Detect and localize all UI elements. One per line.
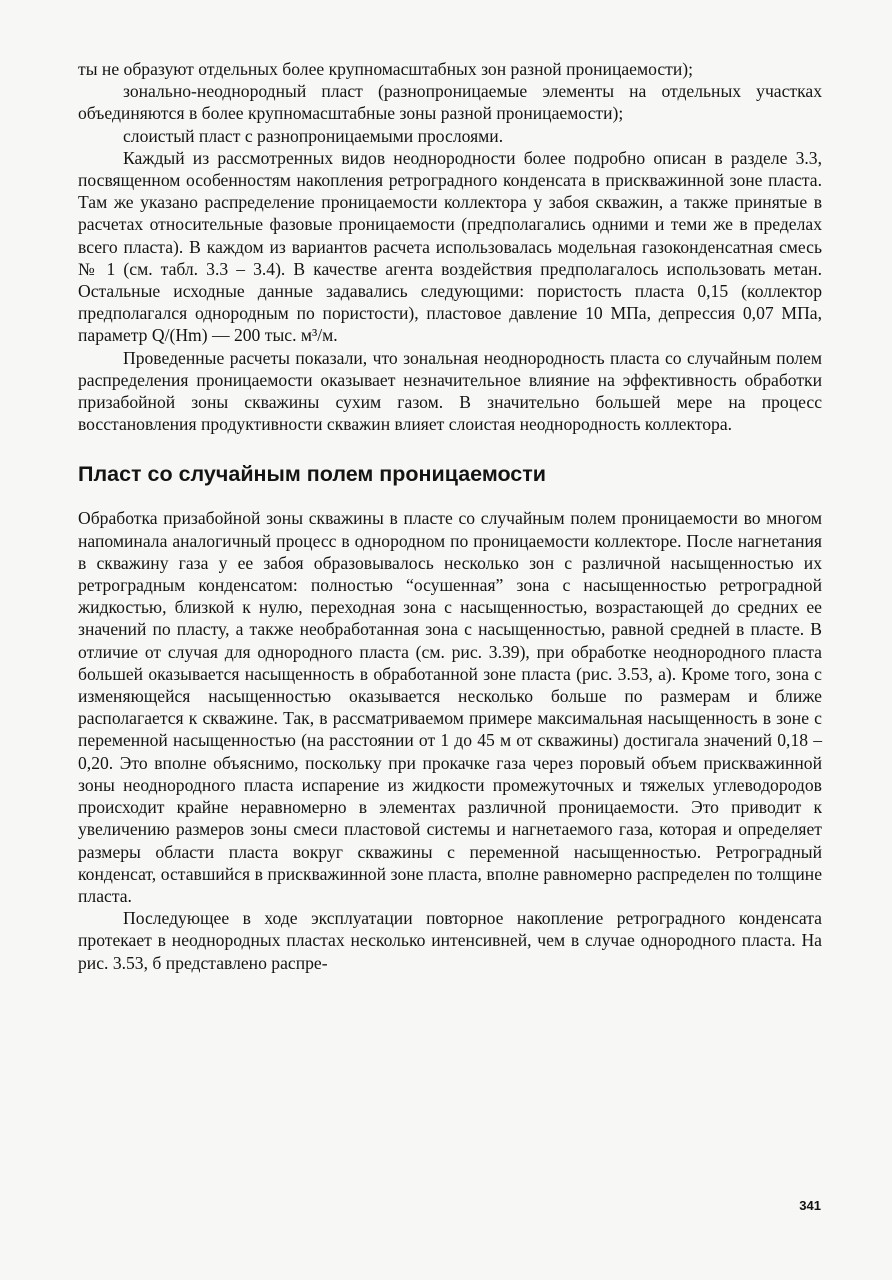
paragraph-random-field-treatment: Обработка призабойной зоны скважины в пласте со случайным полем проницаемости во многом напоминала аналогичный процесс в однородном по проницаемости коллекторе. После нагнетания в скважину газа у ее забоя образовывалось несколько зон с различной насыщенностью их ретроградным конденсатом: полностью “осушенная” зона с насыщенностью ретроградной жидкостью, близкой к нулю, переходная зона с насыщенностью, возрастающей до средних ее значений по пласту, а также необработанная зона с насыщенностью, равной средней в пласте. В отличие от случая для однородного пласта (см. рис. 3.39), при обработке неоднородного пласта большей оказывается насыщенность в обработанной зоне пласта (рис. 3.53, а). Кроме того, зона с изменяющейся насыщенностью оказывается несколько больше по размерам и ближе располагается к скважине. Так, в рассматриваемом примере максимальная насыщенность в зоне с переменной насыщенностью (на расстоянии от 1 до 45 м от скважины) достигала значений 0,18 – 0,20. Это вполне объяснимо, поскольку при прокачке газа через поровый объем прискважинной зоны неоднородного пласта испарение из жидкости промежуточных и тяжелых углеводородов происходит крайне неравномерно в элементах различной проницаемости. Это приводит к увеличению размеров зоны смеси пластовой системы и нагнетаемого газа, которая и определяет размеры области пласта вокруг скважины с переменной насыщенностью. Ретроградный конденсат, оставшийся в прискважинной зоне пласта, вполне равномерно распределен по толщине пласта. [78,508,822,906]
paragraph-repeated-accumulation: Последующее в ходе эксплуатации повторное накопление ретроградного конденсата протекает в неоднородных пластах несколько интенсивней, чем в случае однородного пласта. На рис. 3.53, б представлено распре- [78,908,822,973]
section-heading: Пласт со случайным полем проницаемости [78,462,547,487]
paragraph-calculation-results: Проведенные расчеты показали, что зональная неоднородность пласта со случайным полем распределения проницаемости оказывает незначительное влияние на эффективность обработки призабойной зоны скважины сухим газом. В значительно большей мере на процесс восстановления продуктивности скважин влияет слоистая неоднородность коллектора. [78,347,822,435]
paragraph-layered-layer: слоистый пласт с разнопроницаемыми прослоями. [123,125,504,146]
page-body [78,58,822,974]
paragraph-zonal-layer: зонально-неоднородный пласт (разнопроницаемые элементы на отдельных участках объединяются в более крупномасштабные зоны разной проницаемости); [78,81,822,124]
page-number: 341 [799,1198,821,1213]
paragraph-heterogeneity-description: Каждый из рассмотренных видов неоднородности более подробно описан в разделе 3.3, посвященном особенностям накопления ретроградного конденсата в прискважинной зоне пласта. Там же указано распределение проницаемости коллектора у забоя скважин, а также принятые в расчетах относительные фазовые проницаемости (предполагались одними и теми же в пределах всего пласта). В каждом из вариантов расчета использовалась модельная газоконденсатная смесь № 1 (см. табл. 3.3 – 3.4). В качестве агента воздействия предполагалось использовать метан. Остальные исходные данные задавались следующими: пористость пласта 0,15 (коллектор предполагался однородным по пористости), пластовое давление 10 МПа, депрессия 0,07 МПа, параметр Q/(Hm) — 200 тыс. м³/м. [78,147,822,346]
paragraph-continuation: ты не образуют отдельных более крупномасштабных зон разной проницаемости); [78,59,694,79]
